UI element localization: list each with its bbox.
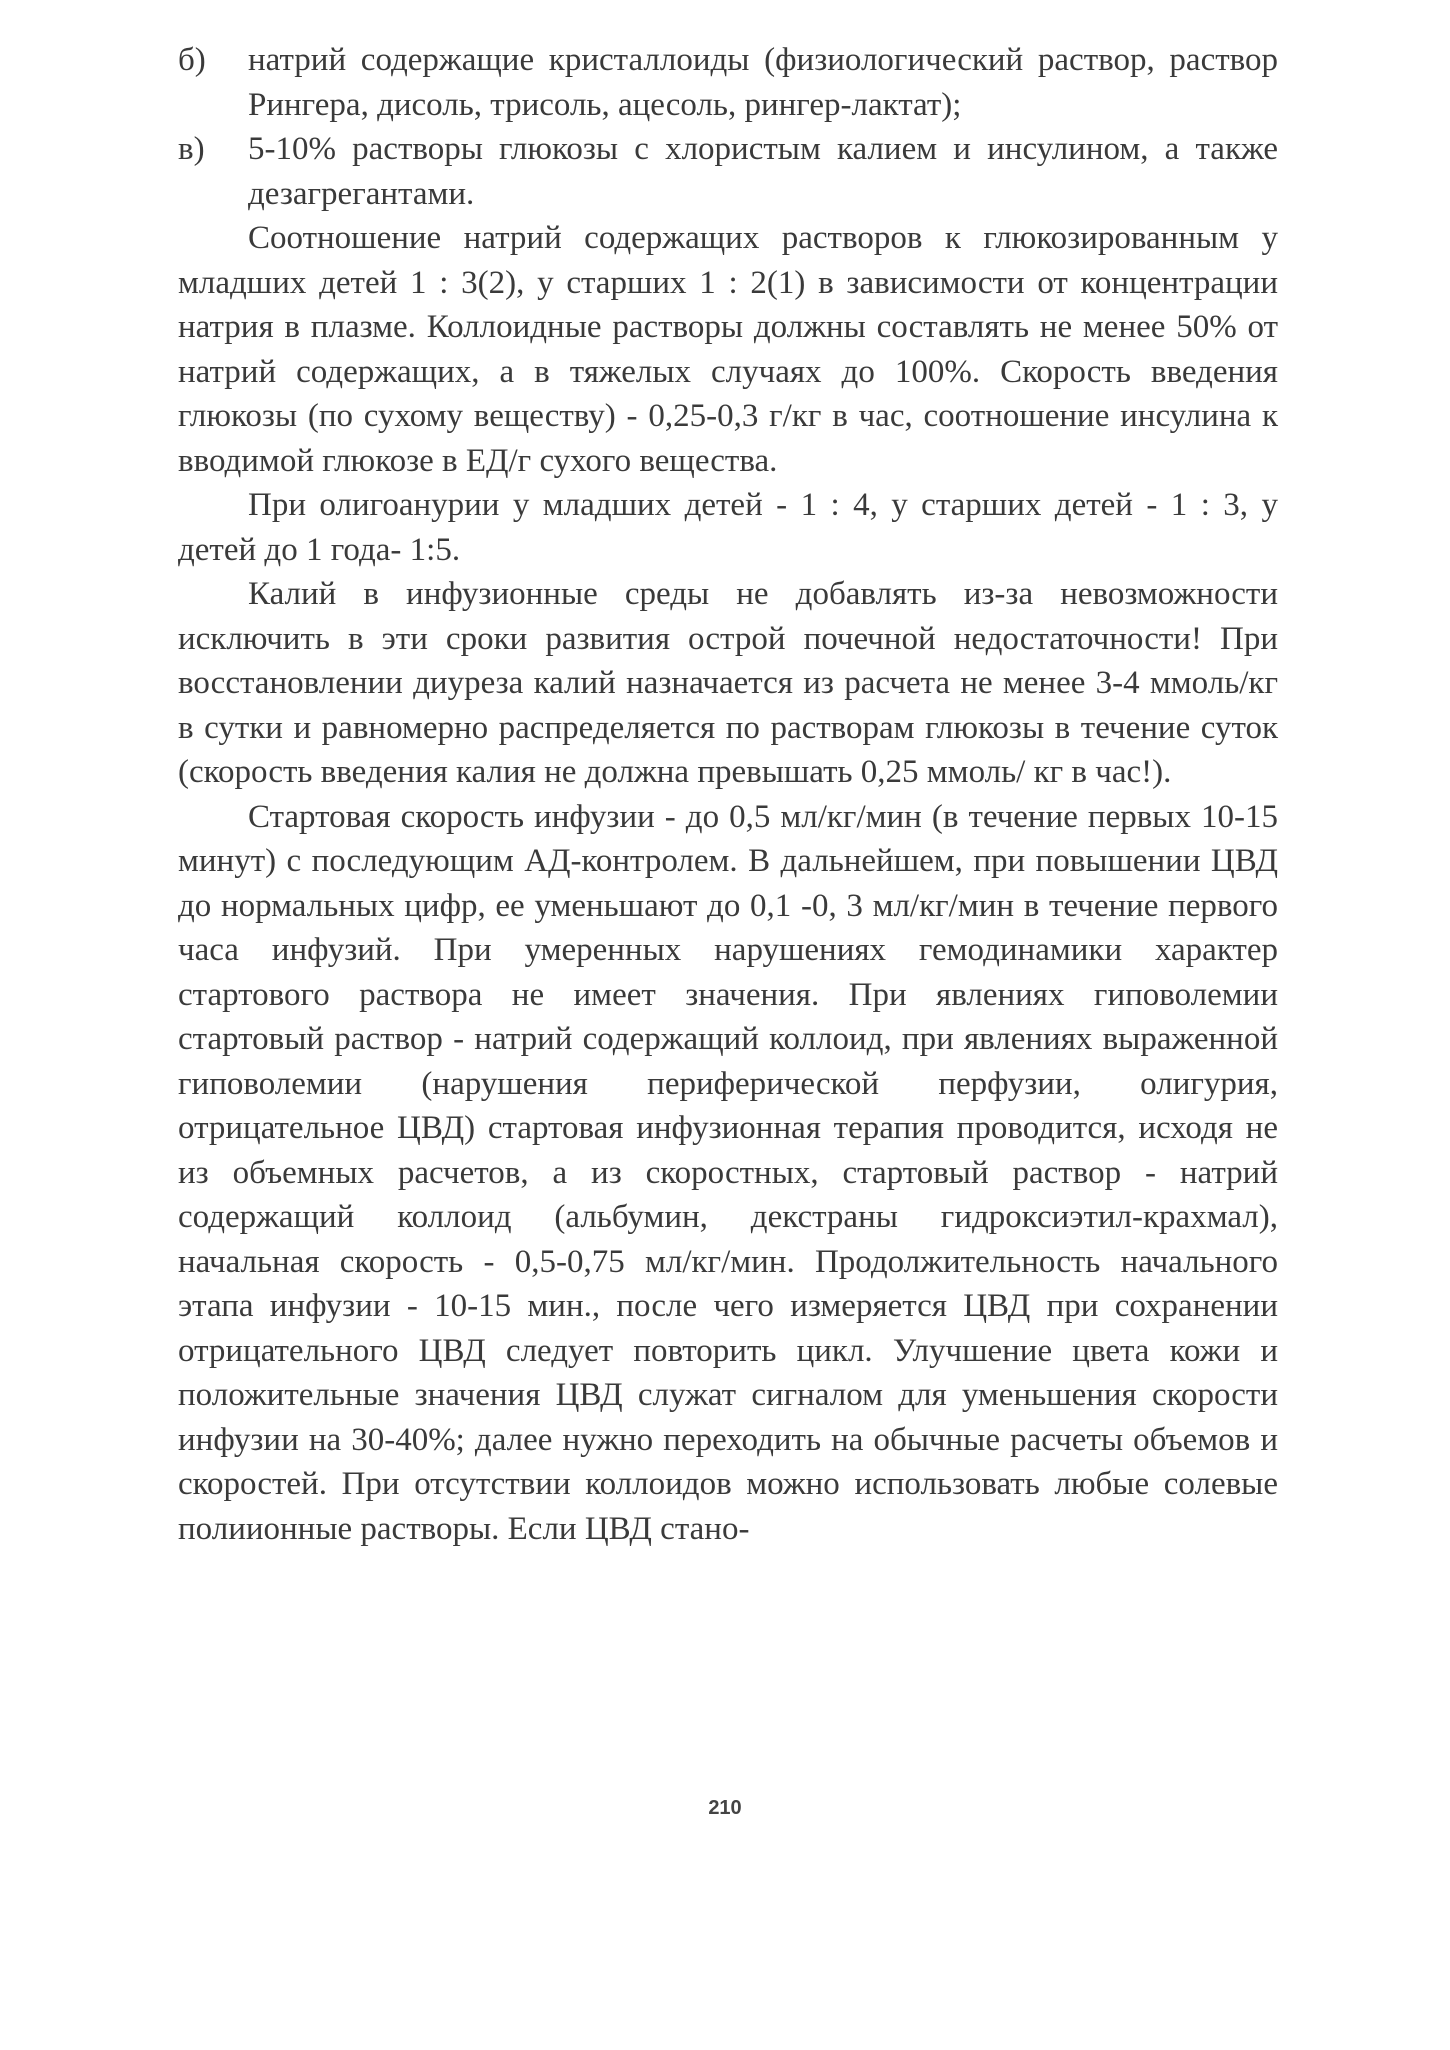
list-marker: в) [178,131,205,167]
list-item-text: 5-10% растворы глюкозы с хлористым калием и инсулином, а также дезагрегантами. [248,131,1278,212]
page-number: 210 [708,1797,742,1819]
paragraph-ratio: Соотношение натрий содержащих растворов к глюкозированным у младших детей 1 : 3(2), у старших 1 : 2(1) в зависимости от концентрации натрия в плазме. Коллоидные растворы должны составлять не менее 50% от натрий содержащих, а в тяжелых случаях до 100%. Скорость введения глюкозы (по сухому веществу) - 0,25-0,3 г/кг в час, соотношение инсулина к вводимой глюкозе в ЕД/г сухого вещества. [178,220,1278,479]
list-item-v [178,127,1278,216]
paragraph-oligoanuria: При олигоанурии у младших детей - 1 : 4, у старших детей - 1 : 3, у детей до 1 года- 1:5. [178,487,1278,568]
list-item-text: натрий содержащие кристаллоиды (физиологический раствор, раствор Рингера, дисоль, трисоль, ацесоль, рингер-лактат); [248,42,1278,123]
paragraph-potassium: Калий в инфузионные среды не добавлять из-за невозможности исключить в эти сроки развития острой почечной недостаточности! При восстановлении диуреза калий назначается из расчета не менее 3-4 ммоль/кг в сутки и равномерно распределяется по растворам глюкозы в течение суток (скорость введения калия не должна превышать 0,25 ммоль/ кг в час!). [178,576,1278,790]
paragraph-infusion-rate: Стартовая скорость инфузии - до 0,5 мл/кг/мин (в течение первых 10-15 минут) с последующим АД-контролем. В дальнейшем, при повышении ЦВД до нормальных цифр, ее уменьшают до 0,1 -0, 3 мл/кг/мин в течение первого часа инфузий. При умеренных нарушениях гемодинамики характер стартового раствора не имеет значения. При явлениях гиповолемии стартовый раствор - натрий содержащий коллоид, при явлениях выраженной гиповолемии (нарушения периферической перфузии, олигурия, отрицательное ЦВД) стартовая инфузионная терапия проводится, исходя не из объемных расчетов, а из скоростных, стартовый раствор - натрий содержащий коллоид (альбумин, декстраны гидроксиэтил-крахмал), начальная скорость - 0,5-0,75 мл/кг/мин. Продолжительность начального этапа инфузии - 10-15 мин., после чего измеряется ЦВД при сохранении отрицательного ЦВД следует повторить цикл. Улучшение цвета кожи и положительные значения ЦВД служат сигналом для уменьшения скорости инфузии на 30-40%; далее нужно переходить на обычные расчеты объемов и скоростей. При отсутствии коллоидов можно использовать любые солевые полиионные растворы. Если ЦВД стано- [178,798,1278,1547]
list-marker: б) [178,42,206,78]
page-body [178,38,1278,1551]
list-item-b [178,38,1278,127]
